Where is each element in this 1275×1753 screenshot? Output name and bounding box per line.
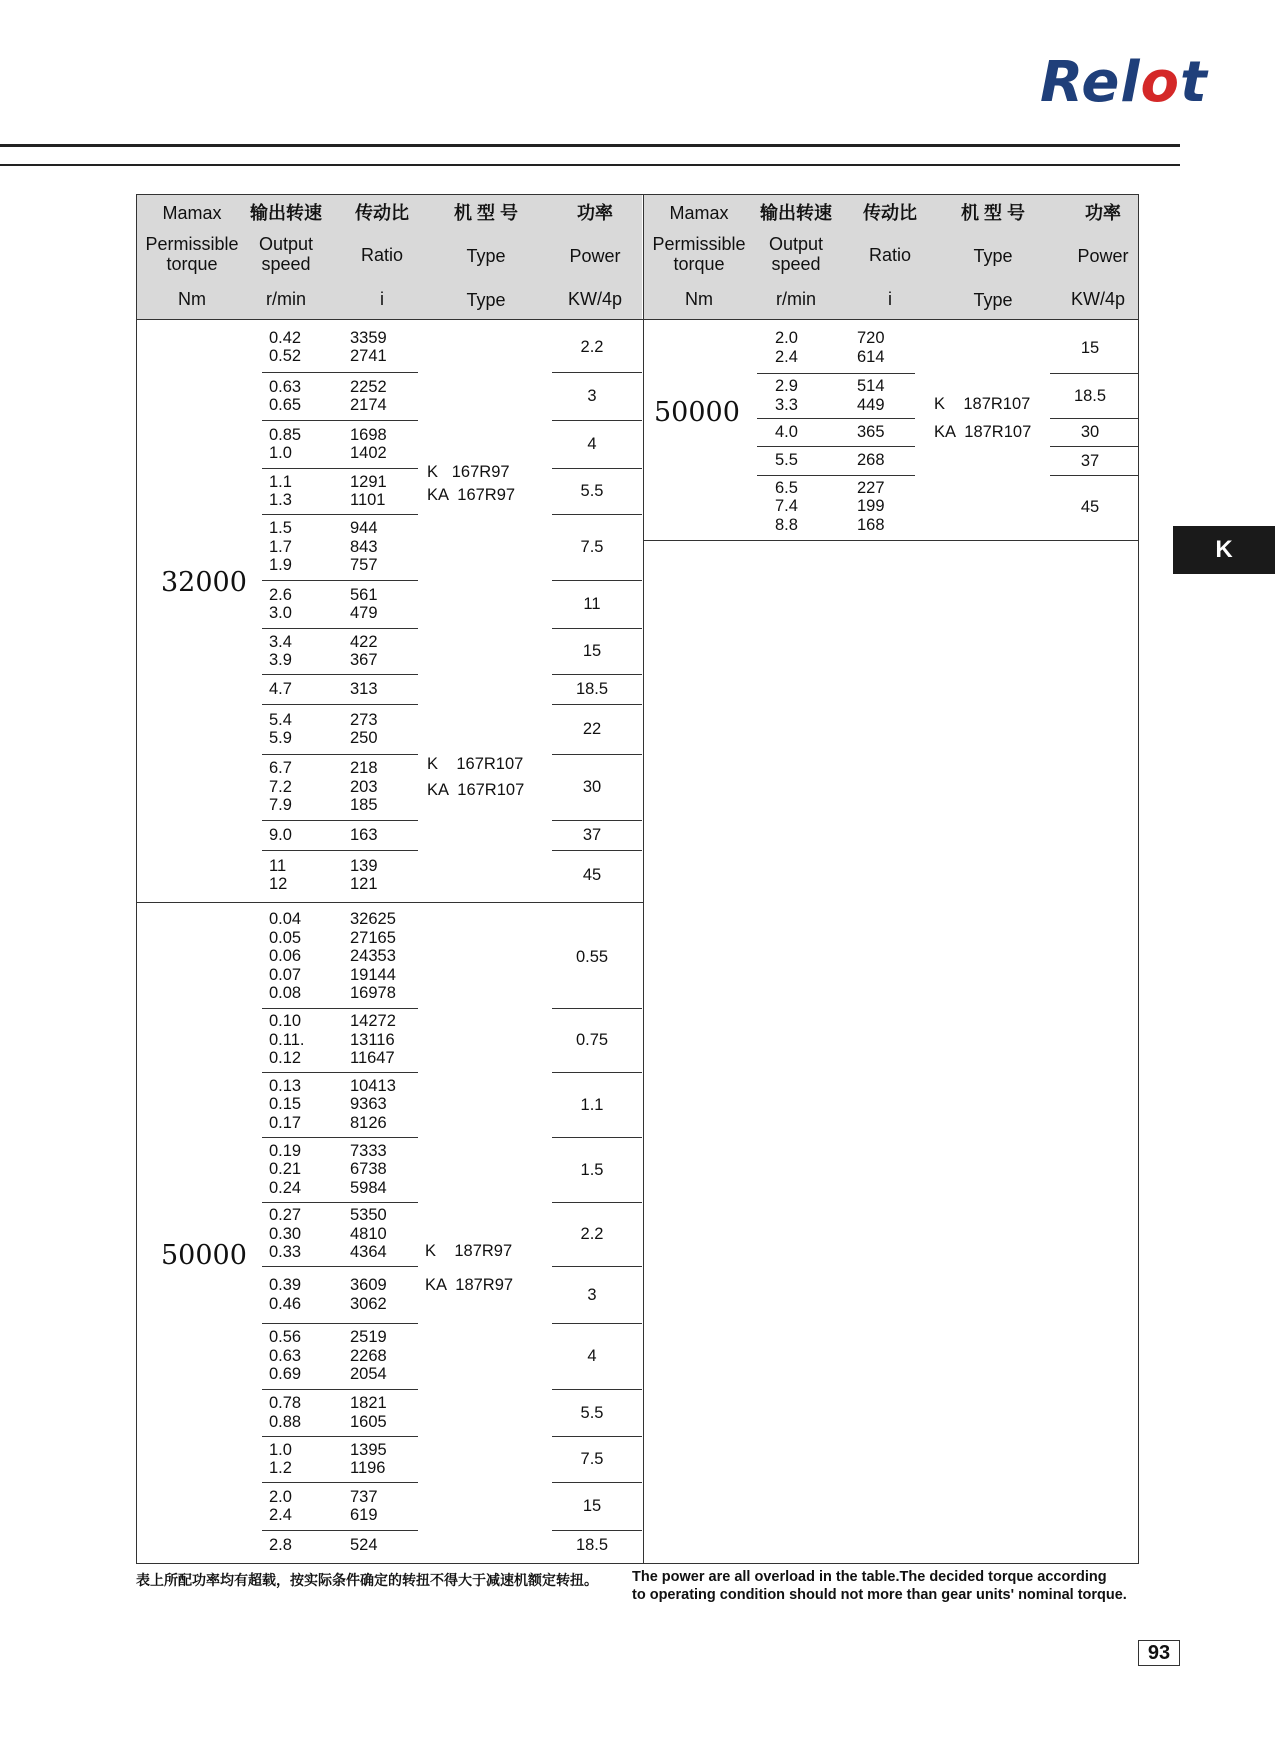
b2-row-divider xyxy=(262,1530,418,1531)
b1-speed: 0.63 0.65 xyxy=(269,377,302,414)
b1-row-divider xyxy=(262,514,418,515)
b1-power-divider xyxy=(552,850,642,851)
br-row-divider xyxy=(757,373,915,374)
b2-ratio: 10413 9363 8126 xyxy=(350,1076,396,1132)
header-speed-unit: r/min xyxy=(266,289,306,309)
br-power: 18.5 xyxy=(1073,386,1107,405)
b2-ratio: 1821 1605 xyxy=(350,1394,387,1431)
b1-ratio: 944 843 757 xyxy=(350,519,378,575)
b2-power-divider xyxy=(552,1202,642,1203)
b2-speed: 0.10 0.11. 0.12 xyxy=(269,1012,305,1068)
b1-power-divider xyxy=(552,420,642,421)
br-row-divider xyxy=(757,446,915,447)
b1-ratio: 139 121 xyxy=(350,856,378,893)
b1-power: 7.5 xyxy=(580,538,604,556)
b1-ratio: 561 479 xyxy=(350,585,378,622)
b2-speed: 0.13 0.15 0.17 xyxy=(269,1076,302,1132)
b2-row-divider xyxy=(262,1389,418,1390)
header-torque-cn: Mamax xyxy=(162,203,222,223)
br-power: 37 xyxy=(1080,451,1100,470)
header-torque-cn-right: Mamax xyxy=(669,203,729,223)
b1-power-divider xyxy=(552,820,642,821)
b1-power-divider xyxy=(552,580,642,581)
b2-power: 7.5 xyxy=(580,1450,604,1468)
type-ka-167r97: KA 167R97 xyxy=(427,486,516,504)
b1-power-divider xyxy=(552,674,642,675)
header-ratio-en: Ratio xyxy=(360,245,404,265)
br-row-divider xyxy=(757,418,915,419)
header-bottom-line xyxy=(136,319,1139,320)
block-end-right xyxy=(643,540,1139,541)
b1-ratio: 273 250 xyxy=(350,710,378,747)
br-power-divider xyxy=(1050,475,1138,476)
b2-row-divider xyxy=(262,1072,418,1073)
header-power-cn: 功率 xyxy=(577,203,613,223)
br-speed: 6.5 7.4 8.8 xyxy=(775,478,798,534)
header-type-unit: Type xyxy=(466,290,506,310)
b2-row-divider xyxy=(262,1137,418,1138)
br-row-divider xyxy=(757,475,915,476)
b2-speed: 0.04 0.05 0.06 0.07 0.08 xyxy=(269,910,302,1003)
b2-ratio: 32625 27165 24353 19144 16978 xyxy=(350,910,396,1003)
footnote-en: The power are all overload in the table.The decided torque according to operating condition should not more than gear units' nominal torque. xyxy=(632,1569,1127,1603)
br-power: 45 xyxy=(1080,497,1100,516)
b1-ratio: 422 367 xyxy=(350,632,378,669)
type-ka-187r97: KA 187R97 xyxy=(425,1276,514,1294)
b1-speed: 6.7 7.2 7.9 xyxy=(269,759,292,815)
b2-power: 18.5 xyxy=(575,1536,609,1554)
header-type-unit-right: Type xyxy=(973,290,1013,310)
b1-row-divider xyxy=(262,674,418,675)
b1-power: 3 xyxy=(587,387,597,405)
section-tab-k[interactable]: K xyxy=(1173,526,1275,574)
b2-speed: 0.39 0.46 xyxy=(269,1276,302,1313)
b1-row-divider xyxy=(262,628,418,629)
header-power-unit-right: KW/4p xyxy=(1070,289,1126,309)
b1-power-divider xyxy=(552,754,642,755)
b2-ratio: 737 619 xyxy=(350,1487,378,1524)
header-speed-cn-right: 输出转速 xyxy=(760,203,832,223)
block-divider-left xyxy=(136,902,643,903)
b2-speed: 1.0 1.2 xyxy=(269,1440,292,1477)
brand-logo: Relot xyxy=(1040,50,1208,115)
b2-ratio: 1395 1196 xyxy=(350,1440,387,1477)
type-k-167r107: K 167R107 xyxy=(427,755,524,773)
b2-power-divider xyxy=(552,1482,642,1483)
b1-speed: 9.0 xyxy=(269,825,292,844)
header-speed-unit-right: r/min xyxy=(776,289,816,309)
b2-power-divider xyxy=(552,1072,642,1073)
b2-power: 1.1 xyxy=(580,1095,604,1114)
b2-power-divider xyxy=(552,1137,642,1138)
b2-speed: 2.0 2.4 xyxy=(269,1487,292,1524)
br-speed: 5.5 xyxy=(775,451,798,470)
b1-row-divider xyxy=(262,468,418,469)
b1-power: 4 xyxy=(587,435,597,453)
header-torque-en-right: Permissible torque xyxy=(652,234,746,274)
header-power-cn-right: 功率 xyxy=(1085,203,1121,223)
b1-row-divider xyxy=(262,580,418,581)
b2-power: 15 xyxy=(582,1497,602,1515)
page-number: 93 xyxy=(1138,1640,1180,1666)
b1-ratio: 3359 2741 xyxy=(350,328,387,365)
b2-speed: 0.27 0.30 0.33 xyxy=(269,1206,302,1262)
b2-power-divider xyxy=(552,1436,642,1437)
b2-ratio: 14272 13116 11647 xyxy=(350,1012,396,1068)
br-ratio: 227 199 168 xyxy=(857,478,885,534)
b2-ratio: 5350 4810 4364 xyxy=(350,1206,387,1262)
header-power-en-right: Power xyxy=(1077,246,1129,266)
br-speed: 4.0 xyxy=(775,422,798,441)
b2-power: 5.5 xyxy=(580,1403,604,1422)
b1-power-divider xyxy=(552,514,642,515)
b1-ratio: 1698 1402 xyxy=(350,425,387,462)
center-divider xyxy=(643,194,644,1564)
header-speed-en-right: Output speed xyxy=(768,234,824,274)
br-ratio: 365 xyxy=(857,422,885,441)
br-power: 15 xyxy=(1080,338,1100,357)
b1-ratio: 313 xyxy=(350,679,378,698)
header-ratio-unit-right: i xyxy=(888,289,892,309)
br-ratio: 268 xyxy=(857,451,885,470)
b1-power-divider xyxy=(552,468,642,469)
b1-speed: 5.4 5.9 xyxy=(269,710,292,747)
type-k-187r107: K 187R107 xyxy=(934,395,1031,413)
b1-speed: 1.1 1.3 xyxy=(269,472,292,509)
b2-row-divider xyxy=(262,1323,418,1324)
b2-power: 3 xyxy=(587,1285,597,1304)
header-speed-cn: 输出转速 xyxy=(250,203,322,223)
b1-row-divider xyxy=(262,850,418,851)
b2-row-divider xyxy=(262,1008,418,1009)
header-rule-bottom xyxy=(0,164,1180,166)
br-power-divider xyxy=(1050,418,1138,419)
br-power: 30 xyxy=(1080,423,1100,441)
b2-row-divider xyxy=(262,1202,418,1203)
b2-power-divider xyxy=(552,1323,642,1324)
b1-ratio: 218 203 185 xyxy=(350,759,378,815)
b1-ratio: 1291 1101 xyxy=(350,472,387,509)
header-power-en: Power xyxy=(569,246,621,266)
b1-speed: 2.6 3.0 xyxy=(269,585,292,622)
b2-speed: 0.19 0.21 0.24 xyxy=(269,1141,302,1197)
b1-row-divider xyxy=(262,372,418,373)
type-ka-167r107: KA 167R107 xyxy=(427,781,525,799)
b1-row-divider xyxy=(262,704,418,705)
b1-power: 22 xyxy=(582,720,602,738)
b1-speed: 3.4 3.9 xyxy=(269,632,292,669)
b1-row-divider xyxy=(262,754,418,755)
b1-power: 37 xyxy=(582,826,602,844)
b1-speed: 0.42 0.52 xyxy=(269,328,302,365)
b1-speed: 1.5 1.7 1.9 xyxy=(269,519,292,575)
br-speed: 2.0 2.4 xyxy=(775,329,798,366)
b1-ratio: 163 xyxy=(350,825,378,844)
header-speed-en: Output speed xyxy=(258,234,314,274)
br-power-divider xyxy=(1050,446,1138,447)
b1-power: 30 xyxy=(582,778,602,796)
type-k-167r97: K 167R97 xyxy=(427,463,510,481)
torque-50000-left: 50000 xyxy=(161,1240,247,1271)
b2-speed: 2.8 xyxy=(269,1535,292,1554)
b1-speed: 11 12 xyxy=(269,856,288,893)
b1-ratio: 2252 2174 xyxy=(350,377,387,414)
header-ratio-cn: 传动比 xyxy=(355,203,409,223)
b1-power: 11 xyxy=(583,595,601,613)
b2-power-divider xyxy=(552,1008,642,1009)
b2-ratio: 2519 2268 2054 xyxy=(350,1328,387,1384)
header-type-cn: 机 型 号 xyxy=(453,203,518,223)
b2-power: 2.2 xyxy=(580,1225,604,1243)
b2-speed: 0.78 0.88 xyxy=(269,1394,302,1431)
br-power-divider xyxy=(1050,373,1138,374)
header-power-unit: KW/4p xyxy=(567,289,623,309)
b1-speed: 0.85 1.0 xyxy=(269,425,302,462)
b1-power-divider xyxy=(552,628,642,629)
b2-speed: 0.56 0.63 0.69 xyxy=(269,1328,302,1384)
b2-power: 0.75 xyxy=(575,1031,609,1049)
header-ratio-cn-right: 传动比 xyxy=(863,203,917,223)
b2-row-divider xyxy=(262,1482,418,1483)
header-type-cn-right: 机 型 号 xyxy=(960,203,1025,223)
b1-speed: 4.7 xyxy=(269,679,292,698)
b1-power: 18.5 xyxy=(575,680,609,698)
torque-32000: 32000 xyxy=(161,567,247,598)
b2-power: 0.55 xyxy=(575,947,609,966)
b1-power: 2.2 xyxy=(580,338,604,356)
footnote-cn: 表上所配功率均有超载，按实际条件确定的转扭不得大于减速机额定转扭。 xyxy=(136,1572,598,1588)
br-speed: 2.9 3.3 xyxy=(775,377,798,414)
b2-power-divider xyxy=(552,1266,642,1267)
header-torque-unit: Nm xyxy=(178,289,206,309)
b2-power: 4 xyxy=(587,1347,597,1365)
b2-power-divider xyxy=(552,1389,642,1390)
header-ratio-en-right: Ratio xyxy=(868,245,912,265)
b1-power: 15 xyxy=(582,642,602,660)
b1-power-divider xyxy=(552,372,642,373)
header-torque-en: Permissible torque xyxy=(145,234,239,274)
header-type-en: Type xyxy=(466,246,506,266)
br-ratio: 514 449 xyxy=(857,377,885,414)
type-k-187r97: K 187R97 xyxy=(425,1242,513,1260)
header-torque-unit-right: Nm xyxy=(685,289,713,309)
type-ka-187r107: KA 187R107 xyxy=(934,423,1032,441)
b2-power-divider xyxy=(552,1530,642,1531)
b2-row-divider xyxy=(262,1436,418,1437)
b2-power: 1.5 xyxy=(580,1160,604,1179)
torque-50000-right: 50000 xyxy=(654,397,740,428)
b1-row-divider xyxy=(262,820,418,821)
header-type-en-right: Type xyxy=(973,246,1013,266)
b2-row-divider xyxy=(262,1266,418,1267)
b1-row-divider xyxy=(262,420,418,421)
b1-power-divider xyxy=(552,704,642,705)
header-rule-top xyxy=(0,144,1180,147)
br-ratio: 720 614 xyxy=(857,329,885,366)
header-ratio-unit: i xyxy=(380,289,384,309)
b2-ratio: 524 xyxy=(350,1535,378,1554)
b2-ratio: 3609 3062 xyxy=(350,1276,387,1313)
b1-power: 45 xyxy=(582,866,602,884)
b1-power: 5.5 xyxy=(580,482,604,500)
b2-ratio: 7333 6738 5984 xyxy=(350,1141,387,1197)
